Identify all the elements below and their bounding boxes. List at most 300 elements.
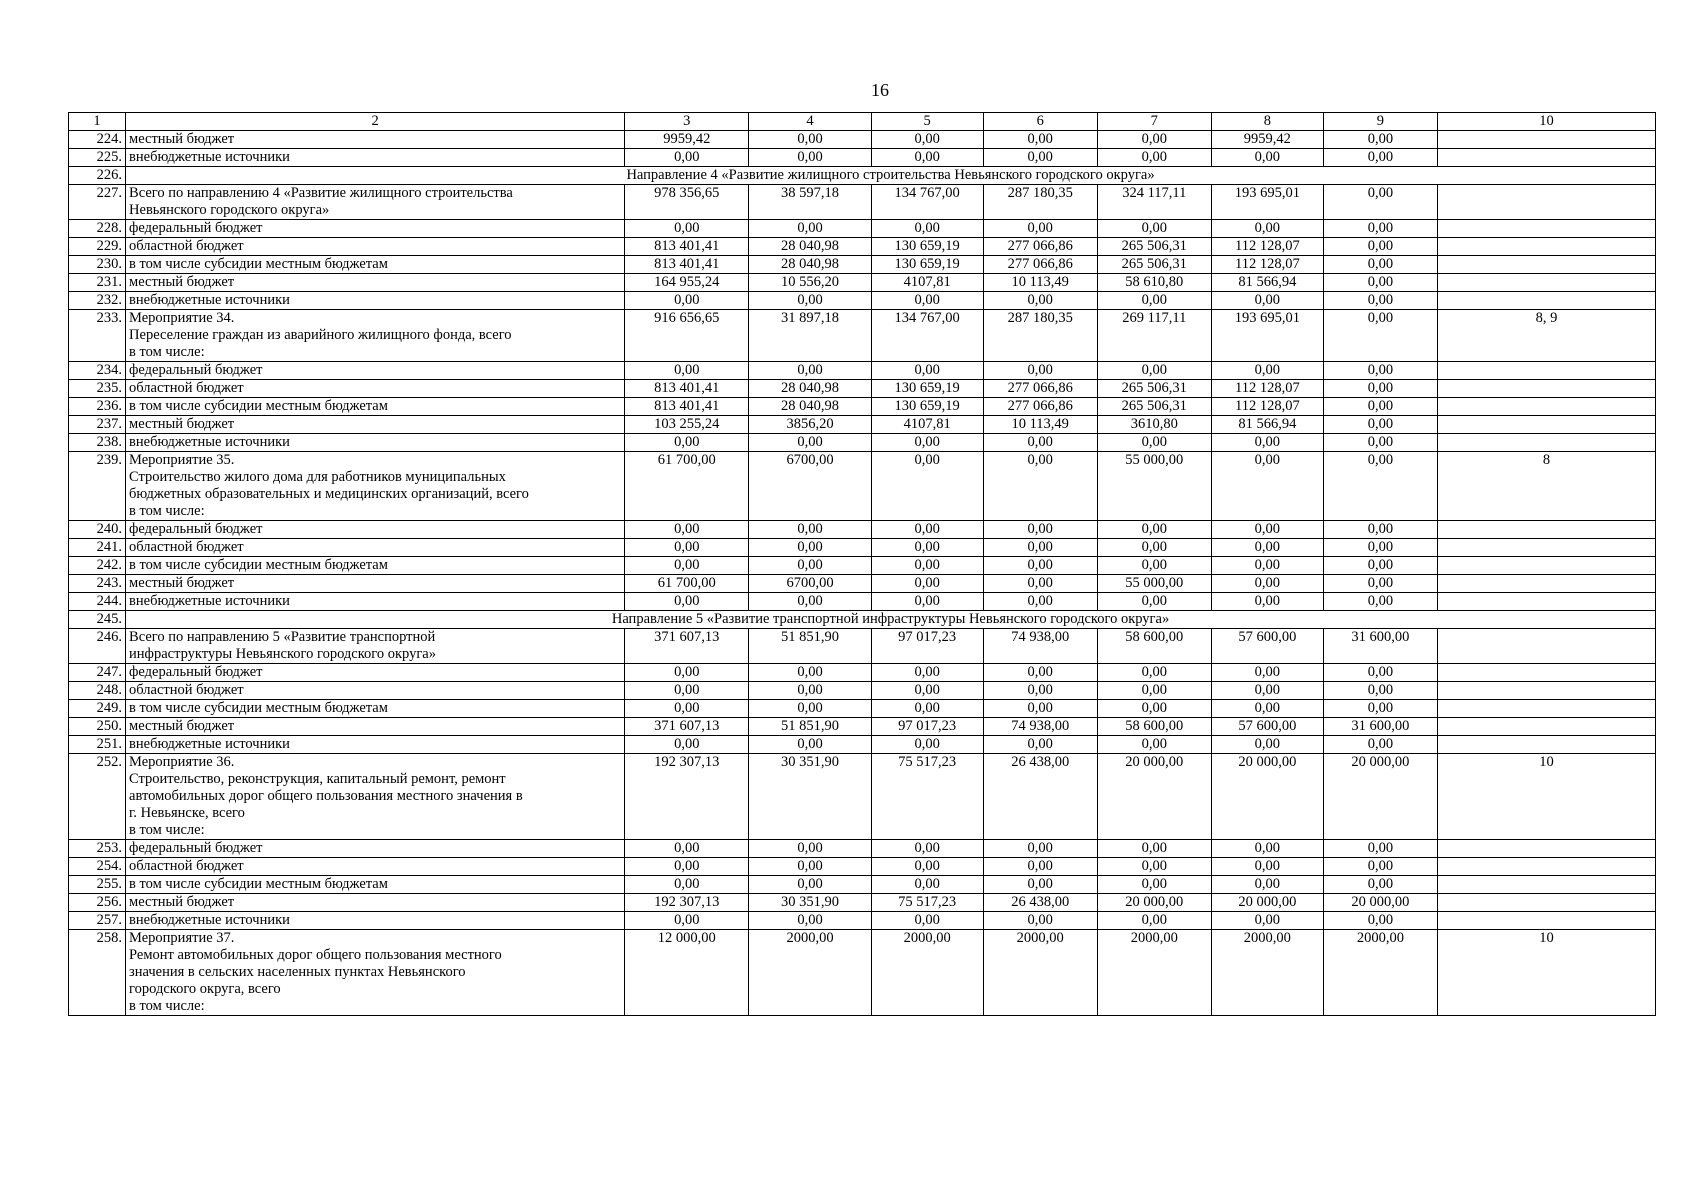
- row-name: областной бюджет: [126, 380, 625, 398]
- value-cell: 265 506,31: [1097, 398, 1211, 416]
- row-name: федеральный бюджет: [126, 362, 625, 380]
- value-cell: 0,00: [983, 858, 1097, 876]
- value-cell: 31 600,00: [1323, 718, 1437, 736]
- value-cell: 0,00: [1097, 840, 1211, 858]
- target-ref: [1437, 736, 1655, 754]
- row-name: в том числе субсидии местным бюджетам: [126, 398, 625, 416]
- table-row: [69, 593, 1656, 611]
- budget-table: [68, 112, 1656, 1016]
- value-cell: 0,00: [749, 876, 871, 894]
- value-cell: 61 700,00: [625, 452, 749, 521]
- value-cell: 0,00: [1211, 736, 1323, 754]
- value-cell: 0,00: [983, 539, 1097, 557]
- value-cell: 0,00: [1211, 682, 1323, 700]
- value-cell: 97 017,23: [871, 718, 983, 736]
- value-cell: 0,00: [871, 434, 983, 452]
- value-cell: 0,00: [983, 521, 1097, 539]
- value-cell: 112 128,07: [1211, 380, 1323, 398]
- value-cell: 0,00: [1211, 452, 1323, 521]
- value-cell: 28 040,98: [749, 380, 871, 398]
- row-number: 243.: [69, 575, 126, 593]
- row-number: 251.: [69, 736, 126, 754]
- value-cell: 0,00: [1323, 557, 1437, 575]
- table-row: [69, 664, 1656, 682]
- value-cell: 0,00: [749, 593, 871, 611]
- header-cell: 2: [126, 113, 625, 131]
- value-cell: 58 600,00: [1097, 629, 1211, 664]
- value-cell: 0,00: [1323, 380, 1437, 398]
- row-number: 256.: [69, 894, 126, 912]
- target-ref: [1437, 840, 1655, 858]
- value-cell: 0,00: [983, 682, 1097, 700]
- value-cell: 0,00: [1211, 912, 1323, 930]
- value-cell: 0,00: [871, 220, 983, 238]
- value-cell: 0,00: [1323, 700, 1437, 718]
- value-cell: 0,00: [983, 557, 1097, 575]
- value-cell: 55 000,00: [1097, 575, 1211, 593]
- value-cell: 0,00: [871, 539, 983, 557]
- value-cell: 0,00: [625, 593, 749, 611]
- row-name: федеральный бюджет: [126, 220, 625, 238]
- value-cell: 0,00: [1211, 593, 1323, 611]
- target-ref: [1437, 912, 1655, 930]
- value-cell: 0,00: [1097, 131, 1211, 149]
- row-name: внебюджетные источники: [126, 149, 625, 167]
- value-cell: 2000,00: [1323, 930, 1437, 1016]
- row-number: 255.: [69, 876, 126, 894]
- value-cell: 0,00: [1097, 682, 1211, 700]
- target-ref: 8, 9: [1437, 310, 1655, 362]
- value-cell: 20 000,00: [1097, 754, 1211, 840]
- value-cell: 0,00: [625, 858, 749, 876]
- target-ref: [1437, 876, 1655, 894]
- row-number: 241.: [69, 539, 126, 557]
- target-ref: [1437, 593, 1655, 611]
- value-cell: 0,00: [1097, 292, 1211, 310]
- value-cell: 0,00: [625, 521, 749, 539]
- row-number: 245.: [69, 611, 126, 629]
- value-cell: 31 600,00: [1323, 629, 1437, 664]
- value-cell: 130 659,19: [871, 380, 983, 398]
- target-ref: [1437, 664, 1655, 682]
- value-cell: 130 659,19: [871, 398, 983, 416]
- value-cell: 0,00: [625, 664, 749, 682]
- target-ref: 10: [1437, 754, 1655, 840]
- value-cell: 38 597,18: [749, 185, 871, 220]
- value-cell: 0,00: [871, 575, 983, 593]
- value-cell: 0,00: [1323, 858, 1437, 876]
- value-cell: 0,00: [1323, 682, 1437, 700]
- value-cell: 20 000,00: [1211, 894, 1323, 912]
- row-name: Мероприятие 34. Переселение граждан из аварийного жилищного фонда, всего в том числе:: [126, 310, 625, 362]
- value-cell: 287 180,35: [983, 185, 1097, 220]
- value-cell: 0,00: [625, 220, 749, 238]
- table-row: [69, 736, 1656, 754]
- target-ref: [1437, 292, 1655, 310]
- value-cell: 0,00: [871, 452, 983, 521]
- table-row: [69, 840, 1656, 858]
- row-number: 231.: [69, 274, 126, 292]
- value-cell: 6700,00: [749, 575, 871, 593]
- table-row: [69, 912, 1656, 930]
- row-number: 237.: [69, 416, 126, 434]
- target-ref: [1437, 575, 1655, 593]
- value-cell: 0,00: [871, 876, 983, 894]
- target-ref: [1437, 434, 1655, 452]
- value-cell: 0,00: [1323, 292, 1437, 310]
- value-cell: 75 517,23: [871, 894, 983, 912]
- value-cell: 0,00: [625, 700, 749, 718]
- value-cell: 20 000,00: [1097, 894, 1211, 912]
- table-row: [69, 185, 1656, 220]
- row-number: 233.: [69, 310, 126, 362]
- row-name: Мероприятие 35. Строительство жилого дома для работников муниципальных бюджетных образовательных и медицинских организаций, всего в том числе:: [126, 452, 625, 521]
- value-cell: 0,00: [983, 575, 1097, 593]
- row-number: 240.: [69, 521, 126, 539]
- value-cell: 0,00: [1323, 521, 1437, 539]
- value-cell: 0,00: [1097, 557, 1211, 575]
- table-row: [69, 310, 1656, 362]
- value-cell: 0,00: [871, 593, 983, 611]
- value-cell: 277 066,86: [983, 380, 1097, 398]
- row-number: 224.: [69, 131, 126, 149]
- value-cell: 0,00: [1211, 521, 1323, 539]
- value-cell: 277 066,86: [983, 398, 1097, 416]
- row-number: 236.: [69, 398, 126, 416]
- row-number: 244.: [69, 593, 126, 611]
- row-number: 257.: [69, 912, 126, 930]
- value-cell: 0,00: [871, 557, 983, 575]
- table-row: [69, 131, 1656, 149]
- row-number: 230.: [69, 256, 126, 274]
- row-name: в том числе субсидии местным бюджетам: [126, 700, 625, 718]
- value-cell: 0,00: [1323, 876, 1437, 894]
- row-name: Всего по направлению 4 «Развитие жилищного строительства Невьянского городского округа»: [126, 185, 625, 220]
- row-name: Мероприятие 36. Строительство, реконструкция, капитальный ремонт, ремонт автомобильных дорог общего пользования местного значения в г. Невьянске, всего в том числе:: [126, 754, 625, 840]
- value-cell: 0,00: [1097, 664, 1211, 682]
- value-cell: 978 356,65: [625, 185, 749, 220]
- value-cell: 0,00: [1211, 434, 1323, 452]
- value-cell: 0,00: [1323, 434, 1437, 452]
- table-body: [69, 113, 1656, 1016]
- value-cell: 0,00: [625, 682, 749, 700]
- value-cell: 0,00: [1323, 539, 1437, 557]
- value-cell: 0,00: [983, 292, 1097, 310]
- row-number: 252.: [69, 754, 126, 840]
- header-cell: 6: [983, 113, 1097, 131]
- target-ref: [1437, 380, 1655, 398]
- header-cell: 10: [1437, 113, 1655, 131]
- table-row: [69, 238, 1656, 256]
- table-row: [69, 858, 1656, 876]
- value-cell: 0,00: [871, 521, 983, 539]
- value-cell: 0,00: [749, 149, 871, 167]
- value-cell: 0,00: [749, 858, 871, 876]
- value-cell: 30 351,90: [749, 754, 871, 840]
- value-cell: 61 700,00: [625, 575, 749, 593]
- value-cell: 0,00: [1097, 149, 1211, 167]
- value-cell: 0,00: [983, 912, 1097, 930]
- table-row: [69, 362, 1656, 380]
- value-cell: 20 000,00: [1323, 894, 1437, 912]
- value-cell: 31 897,18: [749, 310, 871, 362]
- value-cell: 28 040,98: [749, 398, 871, 416]
- row-number: 226.: [69, 167, 126, 185]
- value-cell: 0,00: [1323, 575, 1437, 593]
- value-cell: 0,00: [1323, 238, 1437, 256]
- table-row: [69, 149, 1656, 167]
- value-cell: 9959,42: [1211, 131, 1323, 149]
- value-cell: 0,00: [1097, 912, 1211, 930]
- value-cell: 2000,00: [983, 930, 1097, 1016]
- table-row: [69, 220, 1656, 238]
- value-cell: 0,00: [1097, 736, 1211, 754]
- target-ref: [1437, 131, 1655, 149]
- value-cell: 0,00: [625, 539, 749, 557]
- value-cell: 0,00: [1323, 131, 1437, 149]
- table-row: [69, 380, 1656, 398]
- row-number: 254.: [69, 858, 126, 876]
- row-number: 228.: [69, 220, 126, 238]
- value-cell: 26 438,00: [983, 754, 1097, 840]
- value-cell: 0,00: [983, 736, 1097, 754]
- value-cell: 0,00: [749, 521, 871, 539]
- value-cell: 0,00: [1097, 876, 1211, 894]
- target-ref: [1437, 185, 1655, 220]
- value-cell: 265 506,31: [1097, 238, 1211, 256]
- value-cell: 6700,00: [749, 452, 871, 521]
- table-row: [69, 718, 1656, 736]
- target-ref: [1437, 416, 1655, 434]
- target-ref: [1437, 700, 1655, 718]
- value-cell: 0,00: [871, 700, 983, 718]
- row-name: областной бюджет: [126, 858, 625, 876]
- value-cell: 74 938,00: [983, 718, 1097, 736]
- value-cell: 0,00: [983, 362, 1097, 380]
- table-row: [69, 274, 1656, 292]
- table-row: [69, 398, 1656, 416]
- value-cell: 813 401,41: [625, 238, 749, 256]
- row-name: в том числе субсидии местным бюджетам: [126, 557, 625, 575]
- value-cell: 112 128,07: [1211, 238, 1323, 256]
- table-row: [69, 575, 1656, 593]
- value-cell: 3610,80: [1097, 416, 1211, 434]
- value-cell: 192 307,13: [625, 754, 749, 840]
- value-cell: 0,00: [1323, 149, 1437, 167]
- value-cell: 265 506,31: [1097, 256, 1211, 274]
- page-number: 16: [871, 80, 889, 100]
- value-cell: 269 117,11: [1097, 310, 1211, 362]
- value-cell: 0,00: [625, 840, 749, 858]
- row-number: 248.: [69, 682, 126, 700]
- row-name: местный бюджет: [126, 575, 625, 593]
- row-name: внебюджетные источники: [126, 292, 625, 310]
- value-cell: 0,00: [871, 292, 983, 310]
- target-ref: [1437, 539, 1655, 557]
- target-ref: [1437, 521, 1655, 539]
- table-row: [69, 452, 1656, 521]
- value-cell: 0,00: [983, 434, 1097, 452]
- row-number: 246.: [69, 629, 126, 664]
- value-cell: 0,00: [749, 362, 871, 380]
- value-cell: 30 351,90: [749, 894, 871, 912]
- row-name: внебюджетные источники: [126, 593, 625, 611]
- value-cell: 28 040,98: [749, 238, 871, 256]
- value-cell: 0,00: [1211, 292, 1323, 310]
- value-cell: 2000,00: [1097, 930, 1211, 1016]
- value-cell: 277 066,86: [983, 238, 1097, 256]
- target-ref: [1437, 362, 1655, 380]
- value-cell: 3856,20: [749, 416, 871, 434]
- value-cell: 97 017,23: [871, 629, 983, 664]
- target-ref: [1437, 398, 1655, 416]
- value-cell: 0,00: [749, 557, 871, 575]
- value-cell: 0,00: [871, 149, 983, 167]
- value-cell: 813 401,41: [625, 380, 749, 398]
- value-cell: 130 659,19: [871, 256, 983, 274]
- value-cell: 287 180,35: [983, 310, 1097, 362]
- row-number: 227.: [69, 185, 126, 220]
- value-cell: 277 066,86: [983, 256, 1097, 274]
- header-cell: 5: [871, 113, 983, 131]
- row-number: 242.: [69, 557, 126, 575]
- header-cell: 7: [1097, 113, 1211, 131]
- value-cell: 0,00: [871, 682, 983, 700]
- value-cell: 0,00: [1097, 593, 1211, 611]
- value-cell: 20 000,00: [1323, 754, 1437, 840]
- row-number: 253.: [69, 840, 126, 858]
- row-name: внебюджетные источники: [126, 912, 625, 930]
- value-cell: 0,00: [871, 736, 983, 754]
- table-row: [69, 700, 1656, 718]
- value-cell: 0,00: [871, 362, 983, 380]
- header-cell: 4: [749, 113, 871, 131]
- row-number: 232.: [69, 292, 126, 310]
- value-cell: 10 556,20: [749, 274, 871, 292]
- row-number: 249.: [69, 700, 126, 718]
- value-cell: 193 695,01: [1211, 310, 1323, 362]
- value-cell: 193 695,01: [1211, 185, 1323, 220]
- value-cell: 9959,42: [625, 131, 749, 149]
- table-row: [69, 434, 1656, 452]
- value-cell: 0,00: [1211, 664, 1323, 682]
- row-name: областной бюджет: [126, 539, 625, 557]
- table-row: [69, 292, 1656, 310]
- row-number: 235.: [69, 380, 126, 398]
- value-cell: 0,00: [749, 700, 871, 718]
- row-name: местный бюджет: [126, 718, 625, 736]
- value-cell: 0,00: [1211, 220, 1323, 238]
- value-cell: 0,00: [625, 557, 749, 575]
- row-name: областной бюджет: [126, 682, 625, 700]
- value-cell: 10 113,49: [983, 416, 1097, 434]
- direction-row: [69, 611, 1656, 629]
- value-cell: 55 000,00: [1097, 452, 1211, 521]
- row-name: в том числе субсидии местным бюджетам: [126, 256, 625, 274]
- header-cell: 1: [69, 113, 126, 131]
- value-cell: 28 040,98: [749, 256, 871, 274]
- row-name: местный бюджет: [126, 894, 625, 912]
- table-row: [69, 876, 1656, 894]
- target-ref: [1437, 149, 1655, 167]
- value-cell: 371 607,13: [625, 718, 749, 736]
- value-cell: 81 566,94: [1211, 274, 1323, 292]
- value-cell: 0,00: [1097, 521, 1211, 539]
- value-cell: 2000,00: [871, 930, 983, 1016]
- value-cell: 26 438,00: [983, 894, 1097, 912]
- value-cell: 0,00: [1323, 736, 1437, 754]
- value-cell: 813 401,41: [625, 398, 749, 416]
- value-cell: 57 600,00: [1211, 629, 1323, 664]
- value-cell: 0,00: [749, 539, 871, 557]
- value-cell: 0,00: [749, 220, 871, 238]
- table-row: [69, 521, 1656, 539]
- row-name: местный бюджет: [126, 274, 625, 292]
- value-cell: 0,00: [983, 220, 1097, 238]
- value-cell: 0,00: [983, 593, 1097, 611]
- row-number: 239.: [69, 452, 126, 521]
- value-cell: 20 000,00: [1211, 754, 1323, 840]
- value-cell: 0,00: [983, 452, 1097, 521]
- value-cell: 0,00: [625, 292, 749, 310]
- value-cell: 0,00: [983, 876, 1097, 894]
- row-number: 258.: [69, 930, 126, 1016]
- value-cell: 164 955,24: [625, 274, 749, 292]
- value-cell: 12 000,00: [625, 930, 749, 1016]
- value-cell: 0,00: [749, 840, 871, 858]
- target-ref: [1437, 256, 1655, 274]
- row-number: 229.: [69, 238, 126, 256]
- row-name: федеральный бюджет: [126, 664, 625, 682]
- row-name: федеральный бюджет: [126, 521, 625, 539]
- row-number: 250.: [69, 718, 126, 736]
- value-cell: 10 113,49: [983, 274, 1097, 292]
- row-name: федеральный бюджет: [126, 840, 625, 858]
- table-row: [69, 416, 1656, 434]
- value-cell: 0,00: [983, 664, 1097, 682]
- header-row: [69, 113, 1656, 131]
- table-row: [69, 894, 1656, 912]
- value-cell: 51 851,90: [749, 629, 871, 664]
- value-cell: 0,00: [749, 131, 871, 149]
- direction-row: [69, 167, 1656, 185]
- table-row: [69, 256, 1656, 274]
- value-cell: 813 401,41: [625, 256, 749, 274]
- value-cell: 0,00: [1323, 840, 1437, 858]
- value-cell: 0,00: [983, 149, 1097, 167]
- value-cell: 75 517,23: [871, 754, 983, 840]
- value-cell: 57 600,00: [1211, 718, 1323, 736]
- value-cell: 0,00: [1323, 362, 1437, 380]
- row-name: Всего по направлению 5 «Развитие транспортной инфраструктуры Невьянского городского округа»: [126, 629, 625, 664]
- value-cell: 130 659,19: [871, 238, 983, 256]
- row-name: Мероприятие 37. Ремонт автомобильных дорог общего пользования местного значения в сельских населенных пунктах Невьянского городского округа, всего в том числе:: [126, 930, 625, 1016]
- table-row: [69, 557, 1656, 575]
- value-cell: 0,00: [625, 434, 749, 452]
- target-ref: 10: [1437, 930, 1655, 1016]
- value-cell: 0,00: [1323, 256, 1437, 274]
- row-name: внебюджетные источники: [126, 736, 625, 754]
- value-cell: 81 566,94: [1211, 416, 1323, 434]
- header-cell: 9: [1323, 113, 1437, 131]
- target-ref: [1437, 238, 1655, 256]
- value-cell: 0,00: [871, 840, 983, 858]
- value-cell: 0,00: [1097, 700, 1211, 718]
- direction-title: Направление 5 «Развитие транспортной инфраструктуры Невьянского городского округа»: [126, 611, 1656, 629]
- row-number: 225.: [69, 149, 126, 167]
- value-cell: 192 307,13: [625, 894, 749, 912]
- value-cell: 0,00: [625, 876, 749, 894]
